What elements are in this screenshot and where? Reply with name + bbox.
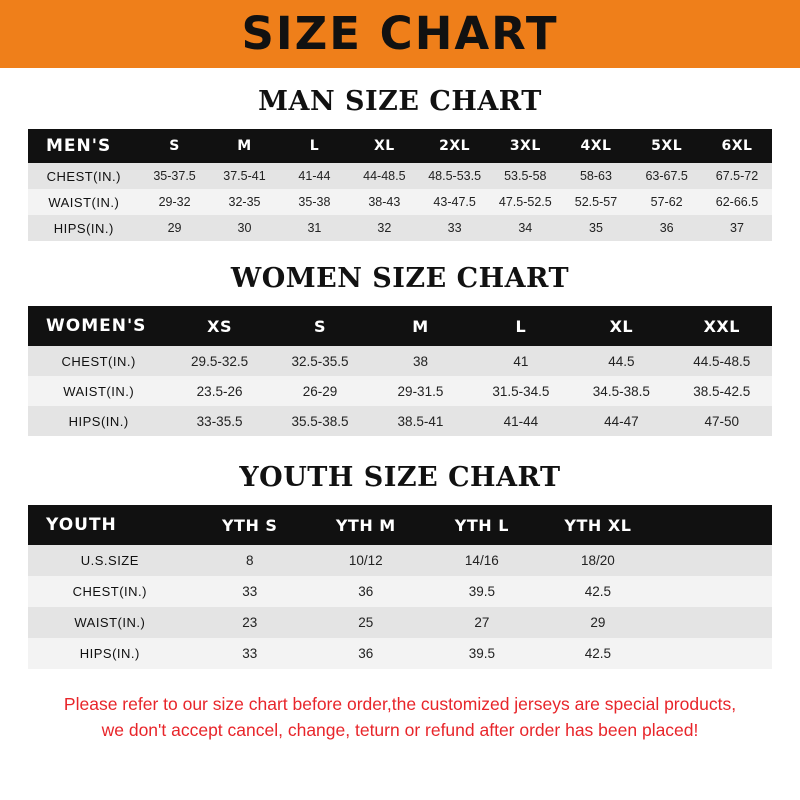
youth-table-wrap [0,505,800,669]
man-chest-s: 35-37.5 [153,169,196,183]
women-header-l: L [515,316,527,336]
women-chest-s: 32.5-35.5 [291,353,349,369]
table-row [28,163,772,189]
table-row [28,376,772,406]
man-chest-4xl: 58-63 [579,169,612,183]
women-waist-m: 29-31.5 [397,383,444,399]
youth-ussize-blank [656,545,772,576]
man-table-body [28,163,772,241]
man-header-s: S [169,138,180,154]
women-chest-xxl: 44.5-48.5 [693,353,751,369]
table-row [28,346,772,376]
table-row [28,189,772,215]
women-hips-m: 38.5-41 [397,413,444,429]
women-chest-m: 38 [412,353,428,369]
youth-header-l: YTH L [454,515,509,535]
women-waist-l: 31.5-34.5 [492,383,550,399]
women-row-hips-label: HIPS(IN.) [68,413,129,429]
youth-row-chest-label: CHEST(IN.) [72,584,147,599]
man-header-6xl: 6XL [721,138,753,154]
youth-ussize-l: 14/16 [464,553,499,568]
man-header-label: MEN'S [46,136,112,156]
man-header-5xl: 5XL [651,138,683,154]
women-hips-s: 35.5-38.5 [291,413,349,429]
youth-waist-blank [656,607,772,638]
table-row [28,638,772,669]
women-waist-s: 26-29 [302,383,338,399]
man-row-waist-label: WAIST(IN.) [48,194,120,210]
women-waist-xxl: 38.5-42.5 [693,383,751,399]
man-waist-s: 29-32 [158,195,191,209]
youth-hips-xl: 42.5 [584,646,612,661]
women-header-xxl: XXL [703,316,740,336]
youth-chest-l: 39.5 [468,584,495,599]
man-row-chest-label: CHEST(IN.) [46,168,121,184]
table-row [28,545,772,576]
women-waist-xl: 34.5-38.5 [592,383,650,399]
table-header-row [28,505,772,545]
women-hips-l: 41-44 [503,413,539,429]
youth-waist-m: 25 [358,615,374,630]
man-hips-l: 31 [307,221,322,235]
women-header-s: S [314,316,327,336]
table-row [28,215,772,241]
youth-waist-s: 23 [242,615,258,630]
youth-chest-blank [656,576,772,607]
man-header-4xl: 4XL [580,138,612,154]
man-chest-xl: 44-48.5 [363,169,406,183]
man-hips-s: 29 [167,221,182,235]
women-header-xs: XS [207,316,232,336]
table-header-row [28,306,772,346]
man-header-2xl: 2XL [439,138,471,154]
man-waist-2xl: 43-47.5 [433,195,476,209]
women-table-body [28,346,772,436]
youth-header-xl: YTH XL [564,515,632,535]
man-header-3xl: 3XL [509,138,541,154]
youth-header-m: YTH M [335,515,396,535]
women-chest-l: 41 [513,353,529,369]
women-table-wrap [0,306,800,436]
man-waist-4xl: 52.5-57 [574,195,618,209]
man-waist-xl: 38-43 [368,195,401,209]
man-hips-m: 30 [237,221,252,235]
youth-waist-xl: 29 [590,615,606,630]
youth-table-body [28,545,772,669]
women-waist-xs: 23.5-26 [196,383,243,399]
youth-hips-m: 36 [358,646,374,661]
women-header-m: M [412,316,429,336]
banner-right-accent [682,0,800,68]
women-row-waist-label: WAIST(IN.) [63,383,135,399]
man-waist-3xl: 47.5-52.5 [498,195,552,209]
man-chest-3xl: 53.5-58 [504,169,547,183]
youth-chest-s: 33 [242,584,258,599]
women-hips-xl: 44-47 [604,413,639,429]
man-waist-6xl: 62-66.5 [715,195,759,209]
youth-hips-s: 33 [242,646,258,661]
man-waist-l: 35-38 [298,195,331,209]
table-header-row [28,129,772,163]
women-size-table [28,306,772,436]
women-chest-xl: 44.5 [608,353,635,369]
youth-ussize-xl: 18/20 [580,553,615,568]
youth-hips-blank [656,638,772,669]
table-row [28,406,772,436]
page-title: SIZE CHART [241,7,559,60]
header-banner [0,0,800,68]
man-hips-6xl: 37 [730,221,744,235]
disclaimer-line-1: Please refer to our size chart before order,the customized jerseys are special products, [63,694,737,714]
women-header-label: WOMEN'S [46,316,147,336]
man-hips-2xl: 33 [447,221,462,235]
women-section-title: WOMEN SIZE CHART [230,263,570,294]
man-hips-xl: 32 [377,221,392,235]
table-row [28,607,772,638]
women-table-head [28,306,772,346]
youth-header-label: YOUTH [46,515,117,535]
man-row-hips-label: HIPS(IN.) [53,220,114,236]
man-chest-6xl: 67.5-72 [715,169,759,183]
youth-header-blank [656,505,772,545]
youth-chest-m: 36 [358,584,374,599]
man-chest-2xl: 48.5-53.5 [428,169,482,183]
youth-hips-l: 39.5 [468,646,495,661]
youth-table-head [28,505,772,545]
man-table-wrap [0,129,800,241]
man-hips-5xl: 36 [659,221,674,235]
women-header-xl: XL [609,316,634,336]
women-row-chest-label: CHEST(IN.) [61,353,136,369]
youth-size-table [28,505,772,669]
youth-ussize-s: 8 [245,553,254,568]
disclaimer-line-2: we don't accept cancel, change, teturn or refund after order has been placed! [101,720,699,740]
man-waist-m: 32-35 [228,195,261,209]
man-waist-5xl: 57-62 [650,195,683,209]
man-chest-m: 37.5-41 [223,169,266,183]
man-chest-l: 41-44 [298,169,331,183]
man-size-table [28,129,772,241]
man-section-title: MAN SIZE CHART [258,86,542,117]
youth-row-hips-label: HIPS(IN.) [79,646,140,661]
women-hips-xs: 33-35.5 [196,413,243,429]
youth-ussize-m: 10/12 [348,553,383,568]
man-table-head [28,129,772,163]
women-hips-xxl: 47-50 [704,413,740,429]
youth-waist-l: 27 [474,615,490,630]
youth-section-title: YOUTH SIZE CHART [239,462,561,493]
man-hips-3xl: 34 [518,221,533,235]
man-hips-4xl: 35 [589,221,603,235]
man-chest-5xl: 63-67.5 [645,169,688,183]
table-row [28,576,772,607]
disclaimer-note [0,691,800,743]
man-header-xl: XL [373,138,395,154]
banner-left-accent [0,0,118,68]
youth-row-ussize-label: U.S.SIZE [80,553,139,568]
man-header-m: M [237,138,252,154]
man-header-l: L [309,138,320,154]
youth-row-waist-label: WAIST(IN.) [74,615,146,630]
youth-chest-xl: 42.5 [584,584,612,599]
women-chest-xs: 29.5-32.5 [191,353,249,369]
youth-header-s: YTH S [221,515,278,535]
